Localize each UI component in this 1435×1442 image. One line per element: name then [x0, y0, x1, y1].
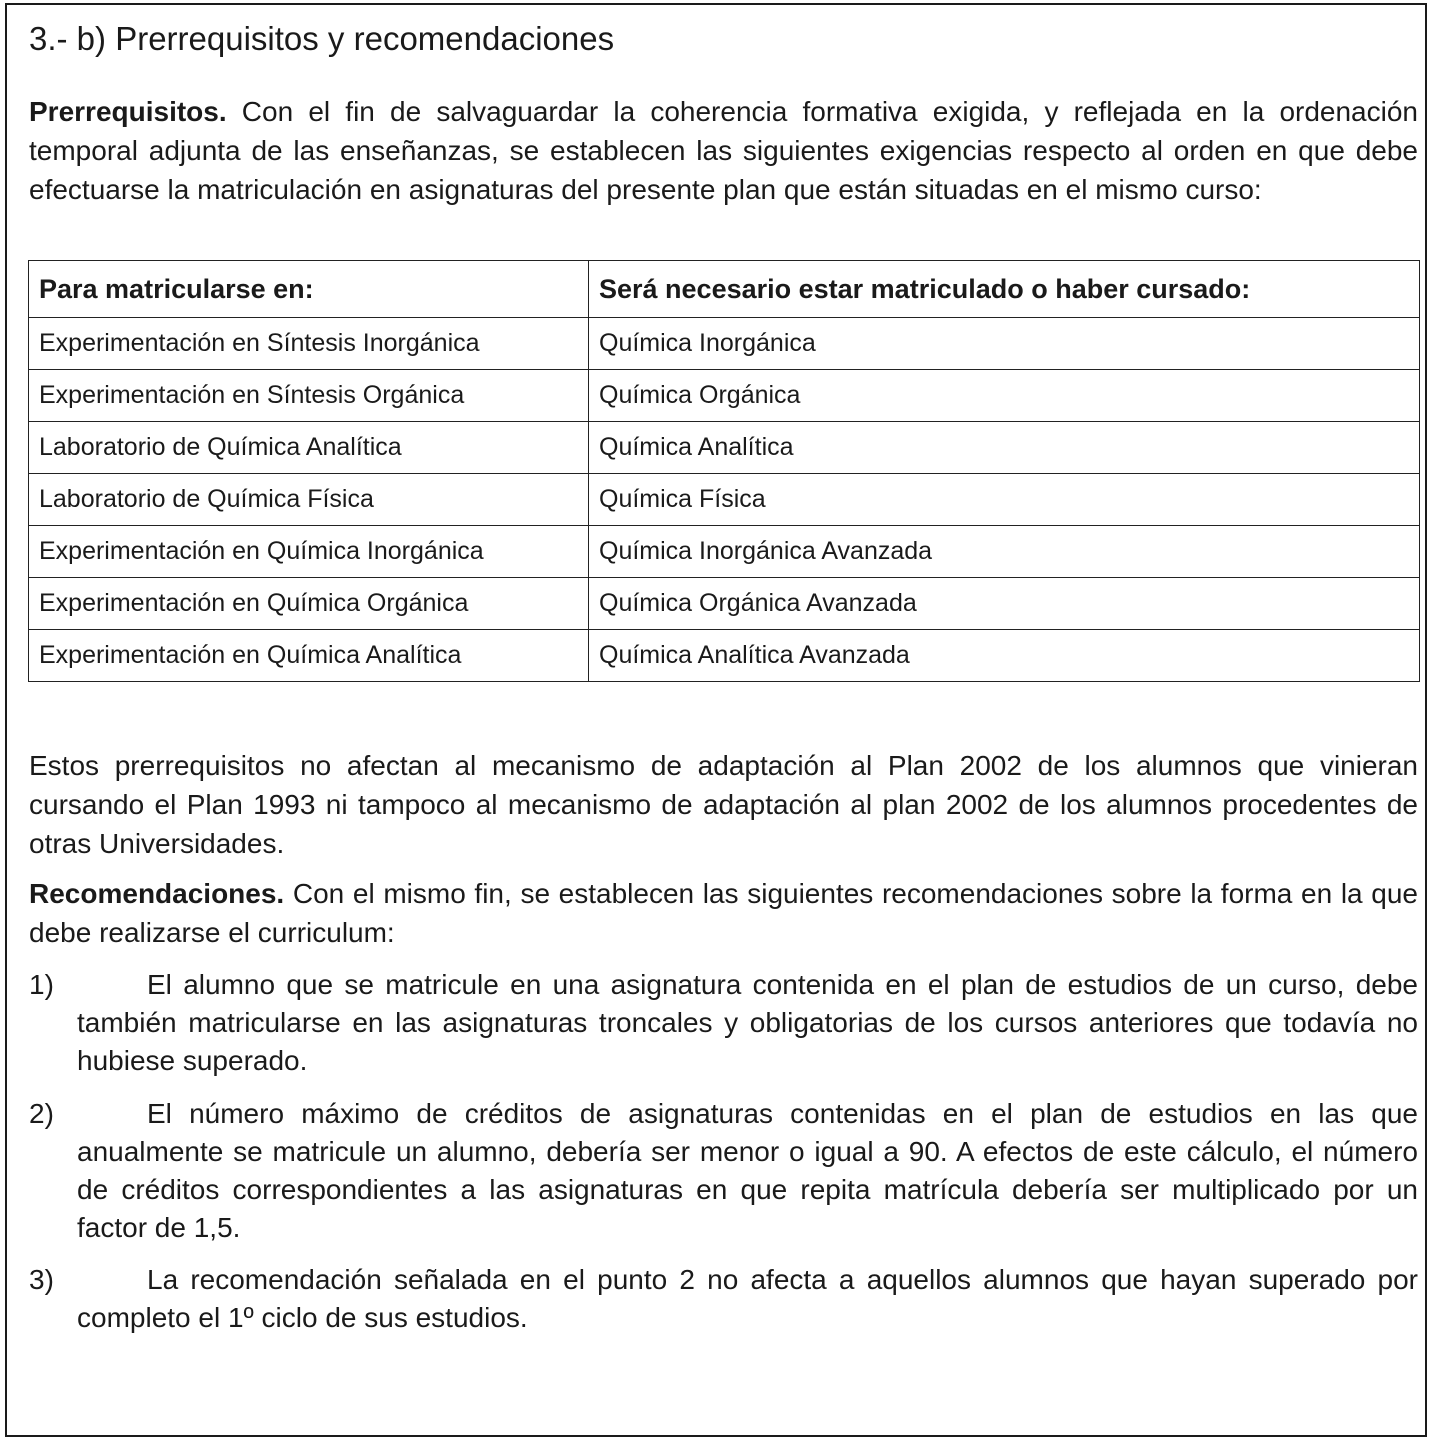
- recommendation-text: El número máximo de créditos de asignaturas contenidas en el plan de estudios en las que anualmente se matricule un alumno, debería ser menor o igual a 90. A efectos de este cálculo, el número de créditos correspondientes a las asignaturas en que repita matrícula debería ser multiplicado por un factor de 1,5.: [77, 1098, 1418, 1243]
- recommendation-item: [29, 1261, 1418, 1337]
- table-cell-requirement: Química Orgánica: [589, 370, 1420, 422]
- table-row: [29, 370, 1420, 422]
- recommendation-text: El alumno que se matricule en una asignatura contenida en el plan de estudios de un curso, debe también matricularse en las asignaturas troncales y obligatorias de los cursos anteriores que todavía no hubiese superado.: [77, 969, 1418, 1076]
- recommendations-label: Recomendaciones.: [29, 878, 285, 909]
- table-row: [29, 526, 1420, 578]
- recommendation-item: [29, 1095, 1418, 1247]
- prerequisites-text: Con el fin de salvaguardar la coherencia formativa exigida, y reflejada en la ordenación temporal adjunta de las enseñanzas, se establecen las siguientes exigencias respecto al orden en que debe efectuarse la matriculación en asignaturas del presente plan que están situadas en el mismo curso:: [29, 96, 1418, 205]
- table-cell-requirement: Química Analítica: [589, 422, 1420, 474]
- table-header-cell: Será necesario estar matriculado o haber cursado:: [589, 261, 1420, 318]
- table-cell-course: Experimentación en Química Analítica: [29, 630, 589, 682]
- table-cell-course: Experimentación en Química Inorgánica: [29, 526, 589, 578]
- note-paragraph: Estos prerrequisitos no afectan al mecanismo de adaptación al Plan 2002 de los alumnos que vinieran cursando el Plan 1993 ni tampoco al mecanismo de adaptación al plan 2002 de los alumnos procedentes de otras Universidades.: [29, 750, 1418, 859]
- recommendation-number: 3): [29, 1264, 54, 1295]
- table-cell-course: Experimentación en Síntesis Inorgánica: [29, 318, 589, 370]
- table-row: [29, 474, 1420, 526]
- recommendations-text: Con el mismo fin, se establecen las siguientes recomendaciones sobre la forma en la que debe realizarse el curriculum:: [29, 878, 1418, 948]
- table-row: [29, 318, 1420, 370]
- table-cell-requirement: Química Física: [589, 474, 1420, 526]
- recommendation-item: [29, 966, 1418, 1080]
- table-cell-requirement: Química Inorgánica Avanzada: [589, 526, 1420, 578]
- recommendation-number: 1): [29, 969, 54, 1000]
- recommendation-number: 2): [29, 1098, 54, 1129]
- recommendation-text: La recomendación señalada en el punto 2 no afecta a aquellos alumnos que hayan superado por completo el 1º ciclo de sus estudios.: [77, 1264, 1418, 1333]
- table-cell-course: Laboratorio de Química Física: [29, 474, 589, 526]
- table-cell-course: Laboratorio de Química Analítica: [29, 422, 589, 474]
- prerequisites-label: Prerrequisitos.: [29, 96, 227, 127]
- prerequisites-paragraph: [29, 92, 1418, 209]
- recommendations-paragraph: [29, 874, 1418, 952]
- table-cell-course: Experimentación en Química Orgánica: [29, 578, 589, 630]
- table-cell-requirement: Química Orgánica Avanzada: [589, 578, 1420, 630]
- table-header-cell: Para matricularse en:: [29, 261, 589, 318]
- table-cell-course: Experimentación en Síntesis Orgánica: [29, 370, 589, 422]
- section-heading: 3.- b) Prerrequisitos y recomendaciones: [29, 20, 615, 57]
- table-row: [29, 422, 1420, 474]
- prerequisites-table: [28, 260, 1420, 682]
- table-cell-requirement: Química Analítica Avanzada: [589, 630, 1420, 682]
- table-row: [29, 578, 1420, 630]
- table-header-row: [29, 261, 1420, 318]
- table-row: [29, 630, 1420, 682]
- table-cell-requirement: Química Inorgánica: [589, 318, 1420, 370]
- document-frame: [5, 3, 1427, 1437]
